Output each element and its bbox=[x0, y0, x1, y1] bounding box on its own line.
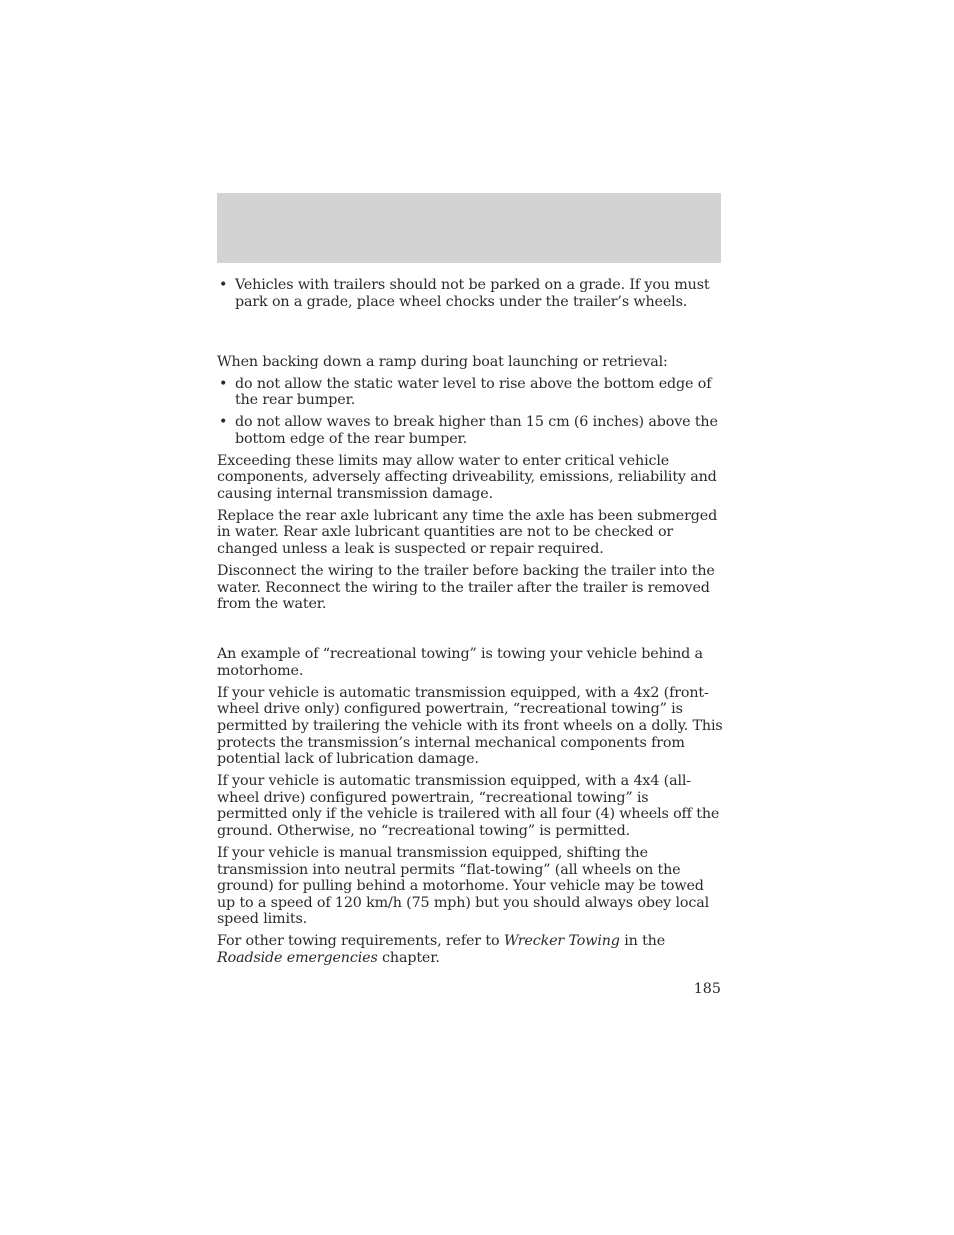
other-towing-paragraph bbox=[217, 933, 723, 966]
page-content bbox=[217, 277, 723, 972]
list-item-waves bbox=[217, 414, 723, 447]
bullet-text: do not allow the static water level to rise above the bottom edge of the rear bumper. bbox=[235, 375, 712, 409]
bullet-marker: • bbox=[219, 375, 228, 392]
boat-intro-paragraph: When backing down a ramp during boat launching or retrieval: bbox=[217, 353, 668, 370]
section-gap bbox=[217, 316, 723, 354]
list-item-water-level bbox=[217, 376, 723, 409]
manual-transmission-paragraph: If your vehicle is manual transmission equipped, shifting the transmission into neutral permits “flat-towing” (all wheels on the ground) for pulling behind a motorhome. Your vehicle may be towed up to a speed of 120 km/h (75 mph) but you should always obey local speed limits. bbox=[217, 844, 710, 928]
bullet-marker: • bbox=[219, 277, 228, 293]
other-towing-middle: in the bbox=[619, 933, 666, 950]
bullet-marker: • bbox=[219, 414, 228, 431]
recreational-example-paragraph: An example of “recreational towing” is towing your vehicle behind a motorhome. bbox=[217, 646, 703, 679]
other-towing-suffix: chapter. bbox=[377, 949, 440, 966]
automatic-4x2-paragraph: If your vehicle is automatic transmission equipped, with a 4x2 (front-wheel drive only) configured powertrain, “recreational towing” is permitted by trailering the vehicle with its front wheels on a dolly. This protects the transmission’s internal mechanical components from potential lack of lubrication damage. bbox=[217, 684, 723, 768]
list-item-parking bbox=[217, 277, 723, 310]
bullet-text: Vehicles with trailers should not be parked on a grade. If you must park on a grade, place wheel chocks under the trailer’s wheels. bbox=[235, 277, 710, 310]
section-header-band bbox=[217, 193, 721, 263]
page-number: 185 bbox=[693, 981, 721, 997]
roadside-emergencies-reference: Roadside emergencies bbox=[217, 949, 378, 966]
automatic-4x4-paragraph: If your vehicle is automatic transmission equipped, with a 4x4 (all-wheel drive) configured powertrain, “recreational towing” is permitted only if the vehicle is trailered with all four (4) wheels off the ground. Otherwise, no “recreational towing” is permitted. bbox=[217, 773, 720, 839]
disconnect-wiring-paragraph: Disconnect the wiring to the trailer before backing the trailer into the water. Reconnect the wiring to the trailer after the trailer is removed from the water. bbox=[217, 563, 715, 613]
wrecker-towing-reference: Wrecker Towing bbox=[503, 933, 620, 950]
section-gap bbox=[217, 618, 723, 646]
bullet-text: do not allow waves to break higher than 15 cm (6 inches) above the bottom edge of the rear bumper. bbox=[235, 414, 718, 447]
exceeding-paragraph: Exceeding these limits may allow water to enter critical vehicle components, adversely affecting driveability, emissions, reliability and causing internal transmission damage. bbox=[217, 452, 717, 502]
other-towing-prefix: For other towing requirements, refer to bbox=[217, 933, 504, 950]
axle-lubricant-paragraph: Replace the rear axle lubricant any time the axle has been submerged in water. Rear axle lubricant quantities are not to be checked or changed unless a leak is suspected or repair required. bbox=[217, 507, 718, 558]
